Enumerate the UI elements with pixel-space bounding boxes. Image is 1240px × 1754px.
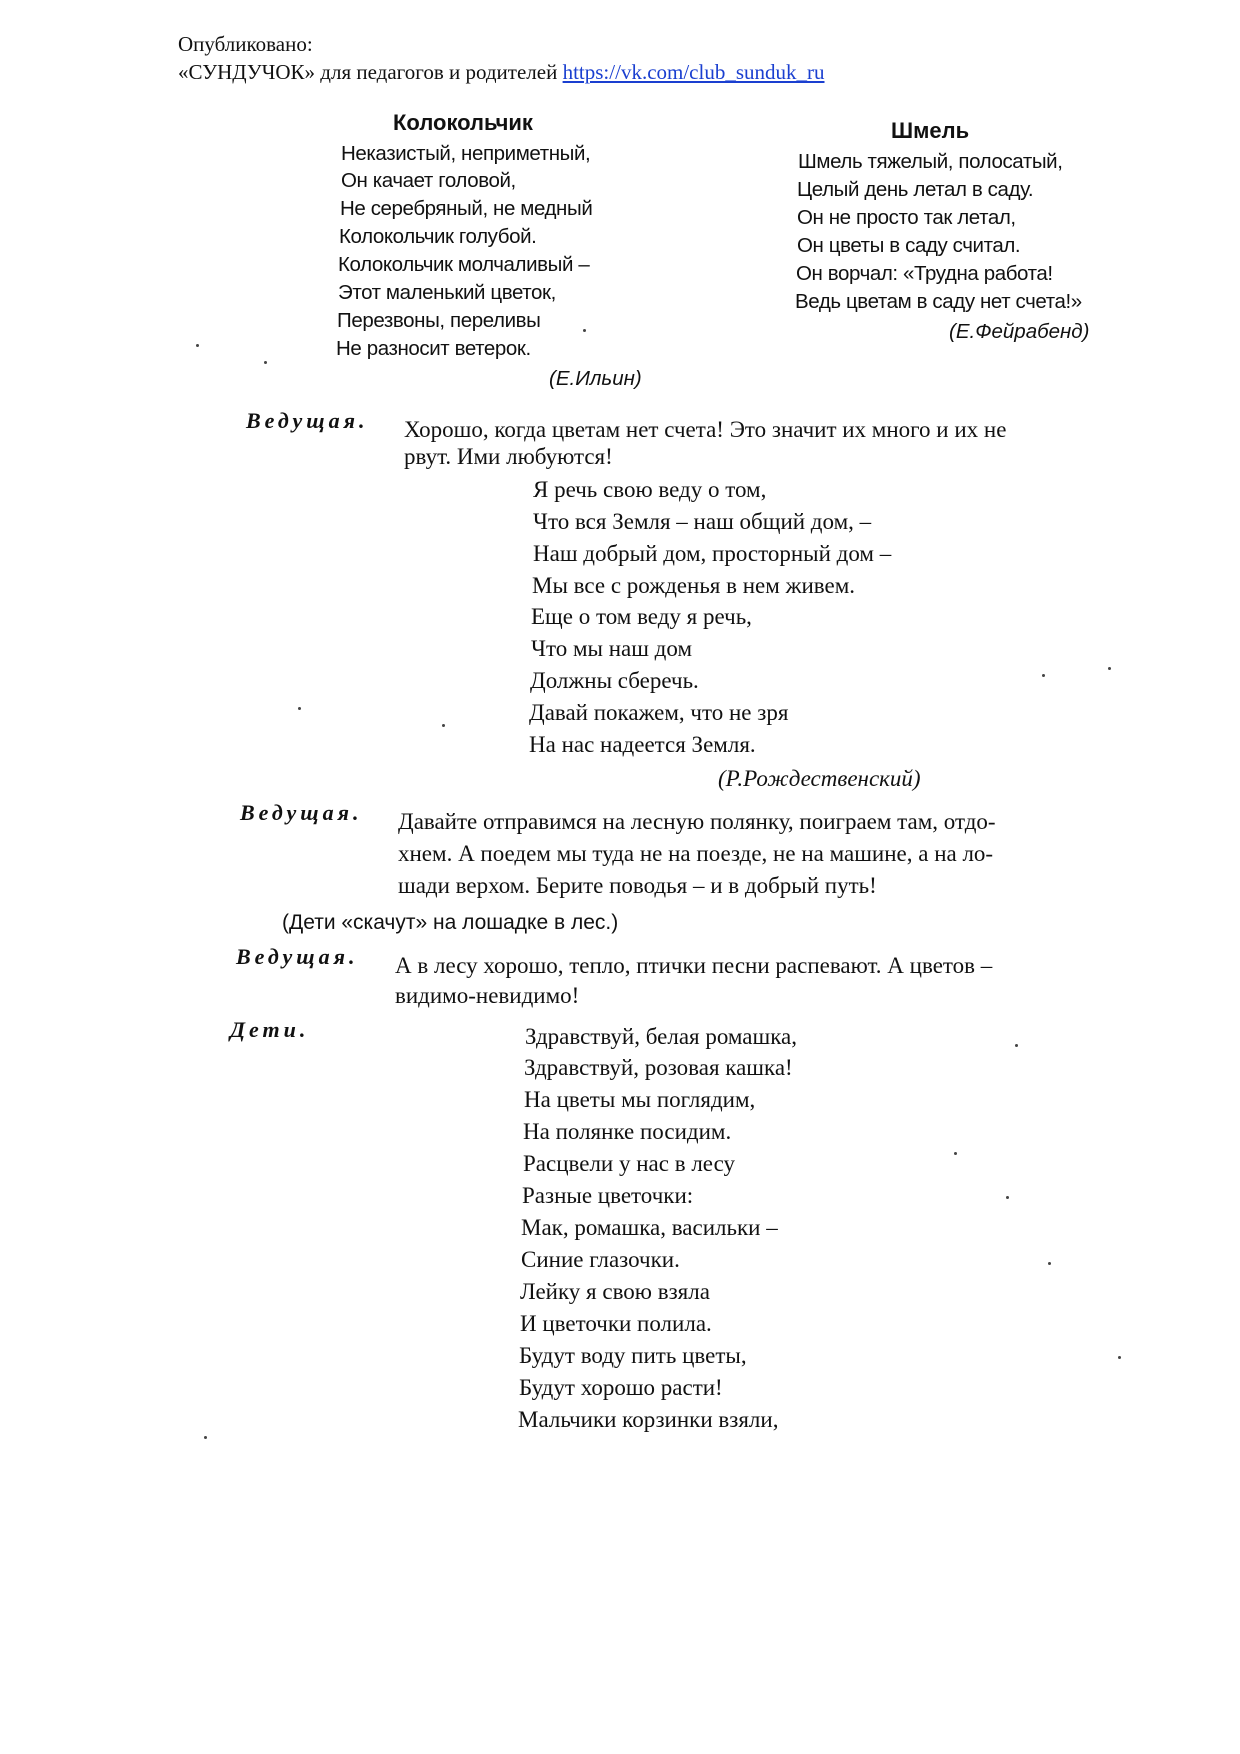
verse-line: Расцвели у нас в лесу [523,1151,735,1176]
stage-direction: (Дети «скачут» на лошадке в лес.) [282,911,619,934]
verse-line: Еще о том веду я речь, [531,604,752,629]
verse-author: (Р.Рождественский) [718,766,921,791]
verse-line: Я речь свою веду о том, [533,477,767,502]
block1-text-line: Хорошо, когда цветам нет счета! Это значит их много и их не [404,417,1007,442]
published-label: Опубликовано: [178,32,313,56]
block1-text-line: рвут. Ими любуются! [404,444,613,469]
poem-bumblebee-line: Целый день летал в саду. [797,178,1034,201]
speaker-label: Ведущая. [246,408,369,433]
verse-line: Что мы наш дом [531,636,692,661]
verse-line: И цветочки полила. [520,1311,712,1336]
vk-link[interactable]: https://vk.com/club_sunduk_ru [562,60,825,84]
publisher-line [178,58,825,86]
verse-line: Будут воду пить цветы, [519,1343,747,1368]
verse-line: Здравствуй, белая ромашка, [525,1024,798,1049]
verse-line: На полянке посидим. [523,1119,732,1144]
poem-bell-line: Неказистый, неприметный, [341,142,591,165]
verse-line: Будут хорошо расти! [519,1375,723,1400]
verse-line: Лейку я свою взяла [520,1279,710,1304]
verse-line: Давай покажем, что не зря [529,700,789,725]
verse-line: Должны сберечь. [530,668,699,693]
poem-bumblebee-line: Он цветы в саду считал. [797,234,1021,257]
verse-line: Мак, ромашка, васильки – [521,1215,778,1240]
speaker-label: Дети. [230,1017,310,1042]
scan-speck [196,344,199,347]
verse-line: Разные цветочки: [522,1183,694,1208]
publication-header [178,30,825,86]
scan-speck [583,329,586,332]
poem-bell-line: Этот маленький цветок, [338,281,556,304]
scan-speck [1015,1044,1018,1047]
speaker-label: Ведущая. [236,944,359,969]
poem-bell-line: Не разносит ветерок. [336,337,531,360]
verse-line: Синие глазочки. [521,1247,680,1272]
verse-line: Мы все с рожденья в нем живем. [532,573,856,598]
poem-bell-author: (Е.Ильин) [549,367,642,390]
poem-bell-title: Колокольчик [393,110,533,135]
scan-speck [954,1152,957,1155]
poem-bumblebee-line: Шмель тяжелый, полосатый, [798,150,1063,173]
poem-bumblebee-author: (Е.Фейрабенд) [949,320,1090,343]
block3-text-line: видимо-невидимо! [395,983,580,1008]
block2-text-line: хнем. А поедем мы туда не на поезде, не на машине, а на ло- [398,841,994,866]
block3-text-line: А в лесу хорошо, тепло, птички песни распевают. А цветов – [395,953,993,978]
poem-bell-line: Перезвоны, переливы [337,309,541,332]
scan-speck [1048,1262,1051,1265]
verse-line: На цветы мы поглядим, [524,1087,756,1112]
scan-speck [1118,1356,1121,1359]
block2-text-line: шади верхом. Берите поводья – и в добрый путь! [398,873,877,898]
verse-line: Здравствуй, розовая кашка! [524,1055,793,1080]
poem-bumblebee-line: Ведь цветам в саду нет счета!» [795,290,1082,313]
speaker-label: Ведущая. [240,800,363,825]
poem-bumblebee-line: Он ворчал: «Трудна работа! [796,262,1053,285]
scan-speck [264,361,267,364]
scan-speck [1042,674,1045,677]
scan-speck [298,707,301,710]
scan-speck [1108,667,1111,670]
verse-line: Наш добрый дом, просторный дом – [533,541,892,566]
publisher-name: «СУНДУЧОК» для педагогов и родителей [178,60,558,84]
scan-speck [1006,1196,1009,1199]
poem-bell-line: Не серебряный, не медный [340,197,593,220]
verse-line: Мальчики корзинки взяли, [518,1407,779,1432]
poem-bell-line: Он качает головой, [341,169,516,192]
poem-bumblebee-title: Шмель [891,118,970,143]
scan-speck [204,1436,207,1439]
block2-text-line: Давайте отправимся на лесную полянку, поиграем там, отдо- [398,809,996,834]
verse-line: Что вся Земля – наш общий дом, – [533,509,872,534]
poem-bell-line: Колокольчик голубой. [339,225,537,248]
poem-bell-line: Колокольчик молчаливый – [338,253,590,276]
scan-speck [442,724,445,727]
poem-bumblebee-line: Он не просто так летал, [797,206,1016,229]
verse-line: На нас надеется Земля. [529,732,756,757]
